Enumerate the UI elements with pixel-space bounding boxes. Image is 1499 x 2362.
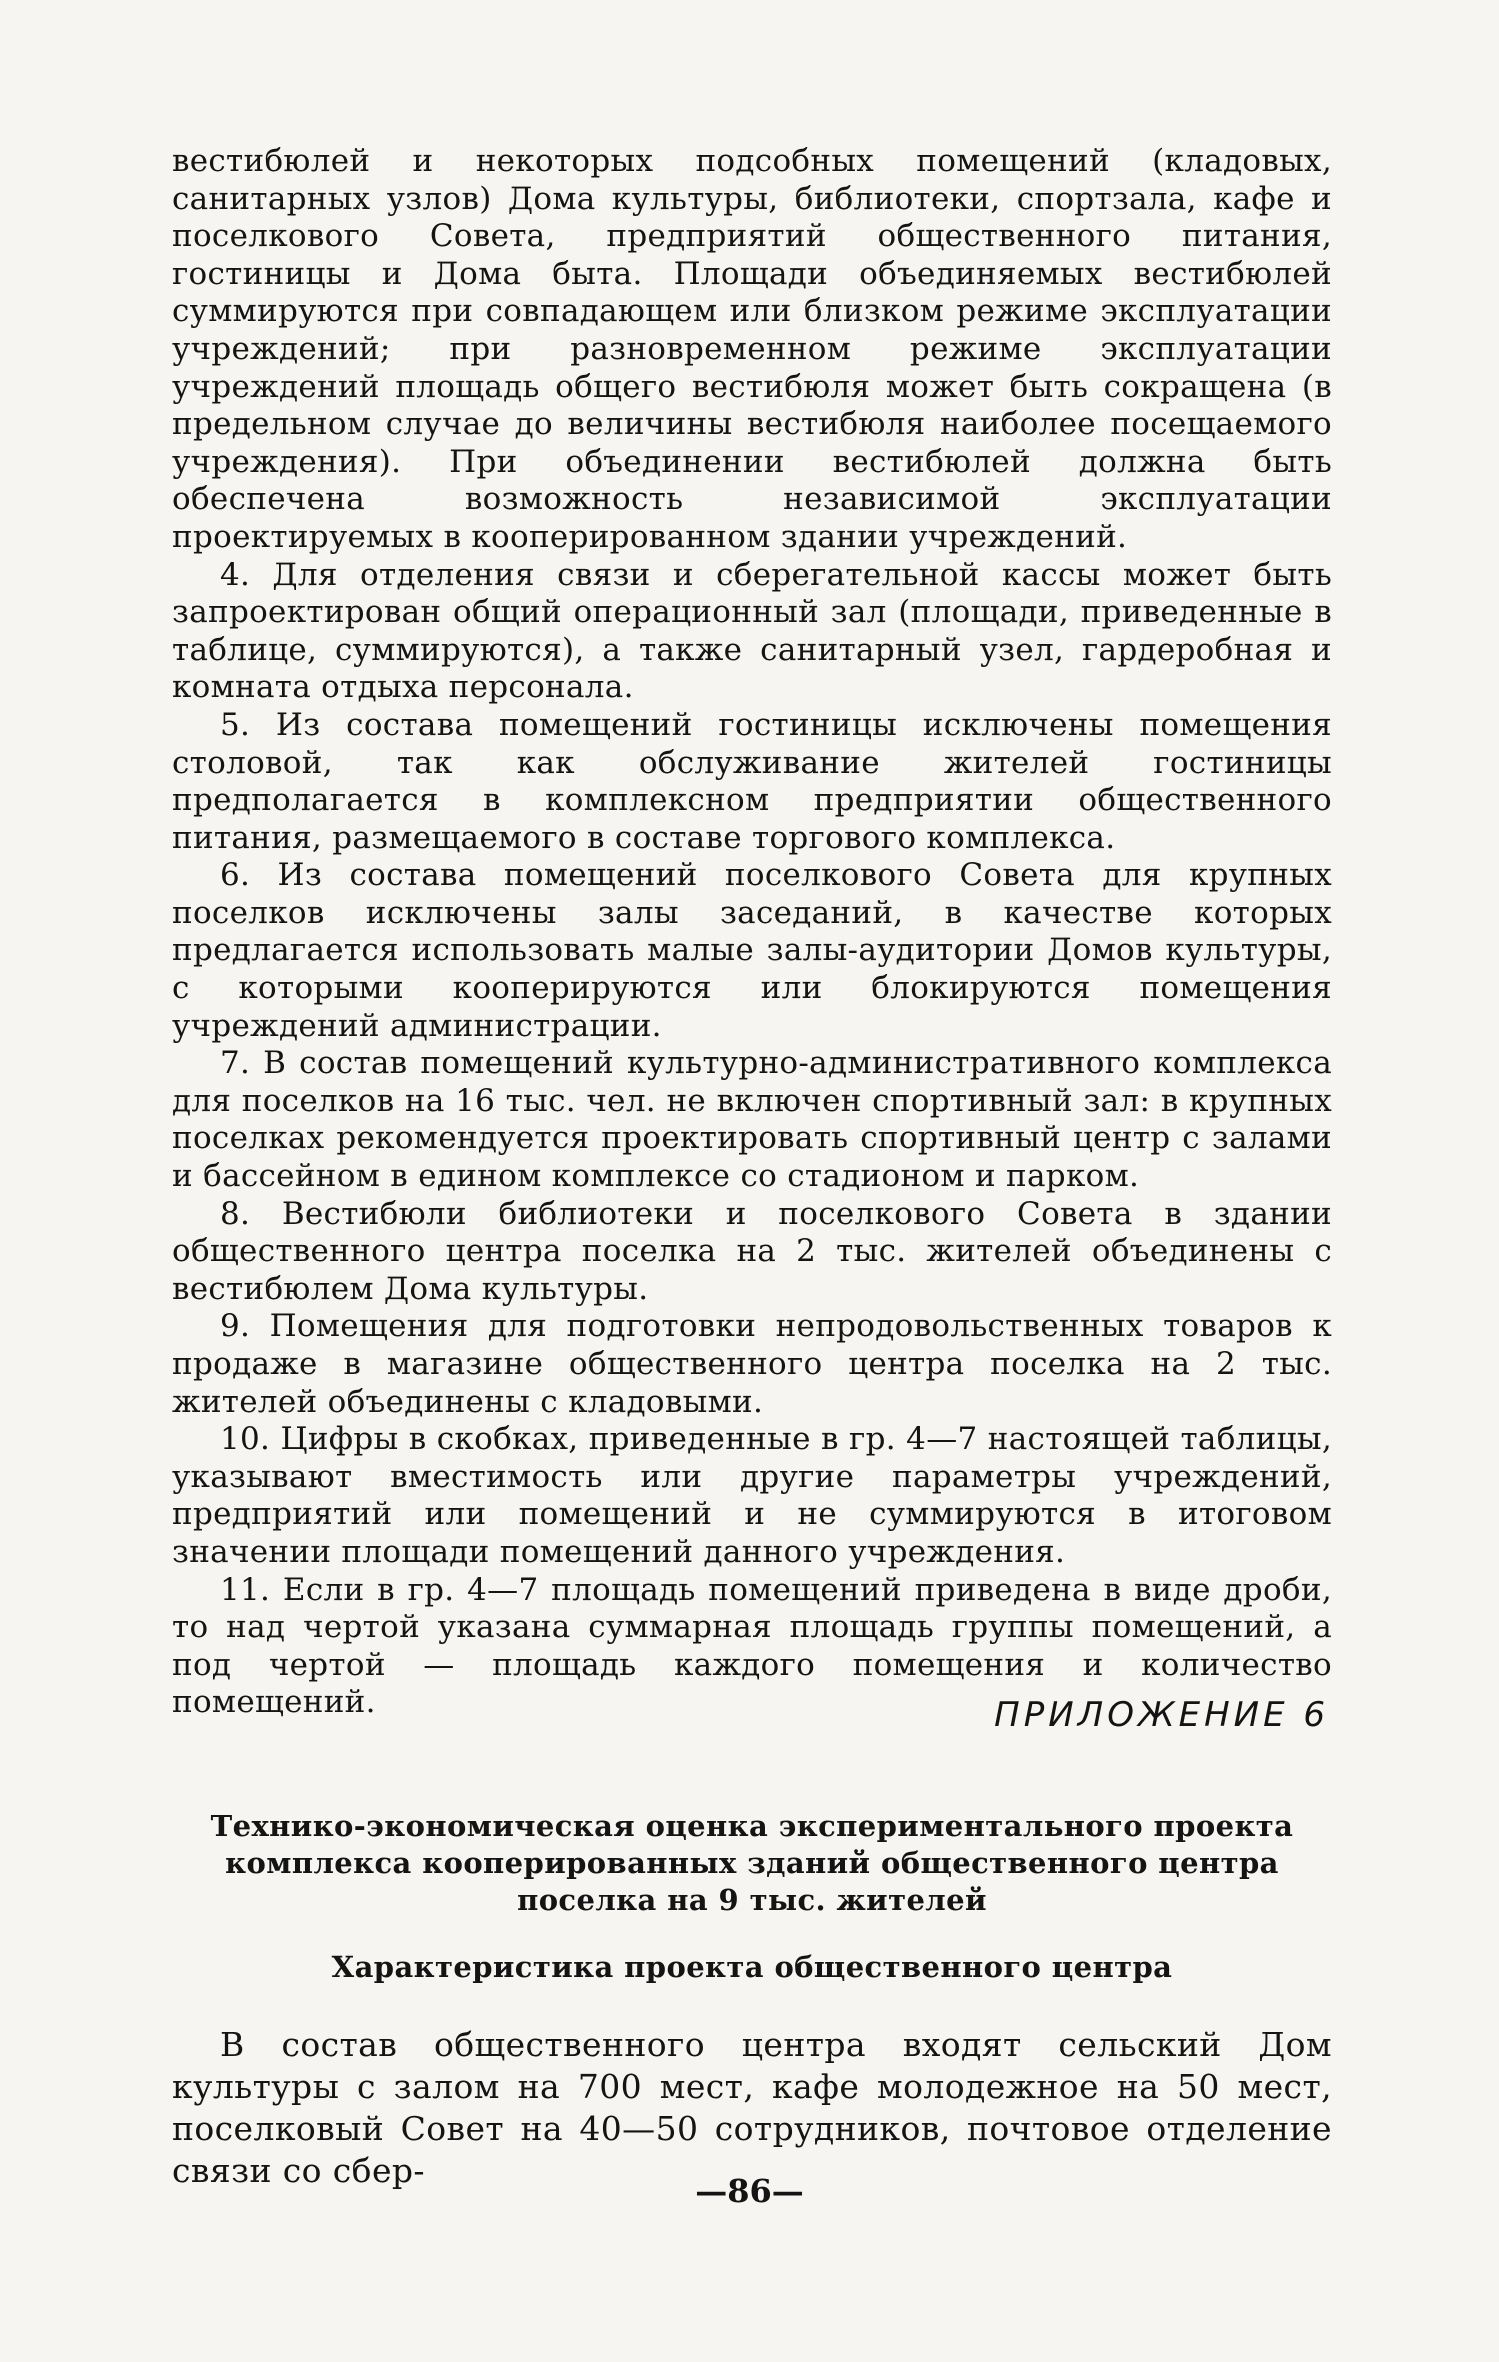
- note-11: 11. Если в гр. 4—7 площадь помещений приведена в виде дроби, то над чертой указана суммарная площадь группы помещений, а под чертой — площадь каждого помещения и количество помещений.: [172, 1571, 1332, 1721]
- note-6: 6. Из состава помещений поселкового Совета для крупных поселков исключены залы заседаний, в качестве которых предлагается использовать малые залы-аудитории Домов культуры, с которыми кооперируются или блокируются помещения учреждений администрации.: [172, 857, 1332, 1044]
- intro-paragraph: [172, 2024, 1332, 2192]
- appendix-title-line: Технико-экономическая оценка экспериментального проекта: [210, 1809, 1294, 1843]
- page-number: —86—: [695, 2172, 804, 2210]
- paragraph-continued: вестибюлей и некоторых подсобных помещений (кладовых, санитарных узлов) Дома культуры, библиотеки, спортзала, кафе и поселкового Совета, предприятий общественного питания, гостиницы и Дома быта. Площади объединяемых вестибюлей суммируются при совпадающем или близком режиме эксплуатации учреждений; при разновременном режиме эксплуатации учреждений площадь общего вестибюля может быть сокращена (в предельном случае до величины вестибюля наиболее посещаемого учреждения). При объединении вестибюлей должна быть обеспечена возможность независимой эксплуатации проектируемых в кооперированном здании учреждений.: [172, 143, 1332, 555]
- appendix-title: [172, 1808, 1332, 1919]
- note-5: 5. Из состава помещений гостиницы исключены помещения столовой, так как обслуживание жителей гостиницы предполагается в комплексном предприятии общественного питания, размещаемого в составе торгового комплекса.: [172, 706, 1332, 856]
- body-text: [172, 143, 1332, 1722]
- intro-text: В состав общественного центра входят сельский Дом культуры с залом на 700 мест, кафе молодежное на 50 мест, поселковый Совет на 40—50 сотрудников, почтовое отделение связи со сбер-: [172, 2025, 1332, 2190]
- appendix-title-line: комплекса кооперированных зданий общественного центра: [225, 1846, 1279, 1880]
- note-9: 9. Помещения для подготовки непродовольственных товаров к продаже в магазине общественного центра поселка на 2 тыс. жителей объединены с кладовыми.: [172, 1308, 1332, 1420]
- section-title: Характеристика проекта общественного центра: [331, 1950, 1173, 1984]
- note-10: 10. Цифры в скобках, приведенные в гр. 4—7 настоящей таблицы, указывают вместимость или другие параметры учреждений, предприятий или помещений и не суммируются в итоговом значении площади помещений данного учреждения.: [172, 1421, 1332, 1570]
- note-7: 7. В состав помещений культурно-административного комплекса для поселков на 16 тыс. чел. не включен спортивный зал: в крупных поселках рекомендуется проектировать спортивный центр с залами и бассейном в едином комплексе со стадионом и парком.: [172, 1045, 1332, 1195]
- appendix-label: ПРИЛОЖЕНИЕ 6: [994, 1695, 1329, 1735]
- appendix-title-line: поселка на 9 тыс. жителей: [517, 1883, 987, 1917]
- note-8: 8. Вестибюли библиотеки и поселкового Совета в здании общественного центра поселка на 2 тыс. жителей объединены с вестибюлем Дома культуры.: [172, 1195, 1332, 1307]
- note-4: 4. Для отделения связи и сберегательной кассы может быть запроектирован общий операционный зал (площади, приведенные в таблице, суммируются), а также санитарный узел, гардеробная и комната отдыха персонала.: [172, 556, 1332, 706]
